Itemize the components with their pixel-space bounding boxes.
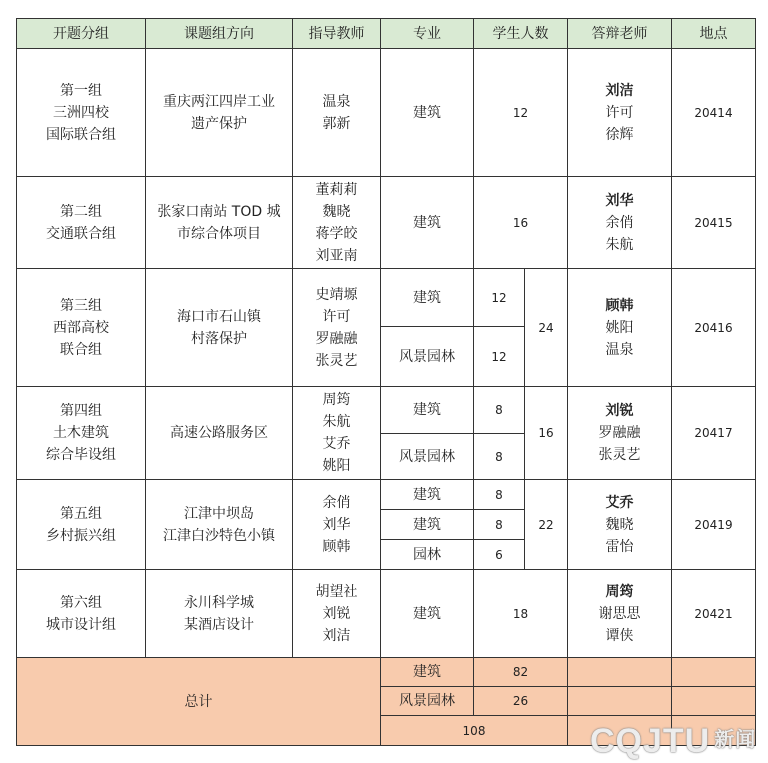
direction-cell: 海口市石山镇 村落保护 [146, 269, 293, 387]
summary-empty [672, 658, 756, 687]
header-examiners: 答辩老师 [568, 19, 672, 49]
room-cell: 20421 [672, 570, 756, 658]
header-advisors: 指导教师 [293, 19, 381, 49]
advisors-cell: 周筠 朱航 艾乔 姚阳 [293, 387, 381, 480]
watermark-logo: CQJTU 新闻 [590, 722, 757, 760]
direction-cell: 重庆两江四岸工业 遗产保护 [146, 49, 293, 177]
count-cell: 12 [474, 327, 525, 387]
major-cell: 建筑 [381, 570, 474, 658]
header-group: 开题分组 [17, 19, 146, 49]
direction-cell: 永川科学城 某酒店设计 [146, 570, 293, 658]
major-cell: 风景园林 [381, 327, 474, 387]
advisors-cell: 史靖塬 许可 罗融融 张灵艺 [293, 269, 381, 387]
major-cell: 建筑 [381, 510, 474, 540]
major-cell: 园林 [381, 540, 474, 570]
summary-empty [568, 687, 672, 716]
examiners-cell: 周筠 谢思思 谭侠 [568, 570, 672, 658]
count-cell: 6 [474, 540, 525, 570]
count-cell: 12 [474, 49, 568, 177]
room-cell: 20415 [672, 177, 756, 269]
advisors-cell: 余俏 刘华 顾韩 [293, 480, 381, 570]
header-student-count: 学生人数 [474, 19, 568, 49]
group-total-cell: 16 [525, 387, 568, 480]
group-total-cell: 22 [525, 480, 568, 570]
summary-row [17, 658, 756, 687]
group-total-cell: 24 [525, 269, 568, 387]
group-name: 第二组 交通联合组 [17, 177, 146, 269]
direction-cell: 张家口南站 TOD 城 市综合体项目 [146, 177, 293, 269]
major-cell: 建筑 [381, 480, 474, 510]
header-major: 专业 [381, 19, 474, 49]
table-row [17, 269, 756, 327]
major-cell: 建筑 [381, 49, 474, 177]
summary-count: 82 [474, 658, 568, 687]
summary-label: 总计 [17, 658, 381, 746]
major-cell: 建筑 [381, 269, 474, 327]
room-cell: 20417 [672, 387, 756, 480]
table-row [17, 49, 756, 177]
summary-count: 26 [474, 687, 568, 716]
table-row [17, 480, 756, 510]
room-cell: 20419 [672, 480, 756, 570]
table-row [17, 387, 756, 434]
major-cell: 风景园林 [381, 434, 474, 480]
summary-major: 建筑 [381, 658, 474, 687]
count-cell: 16 [474, 177, 568, 269]
advisors-cell: 董莉莉 魏晓 蒋学皎 刘亚南 [293, 177, 381, 269]
examiners-cell: 顾韩 姚阳 温泉 [568, 269, 672, 387]
examiners-cell: 刘锐 罗融融 张灵艺 [568, 387, 672, 480]
group-name: 第六组 城市设计组 [17, 570, 146, 658]
examiners-cell: 艾乔 魏晓 雷怡 [568, 480, 672, 570]
summary-empty [672, 687, 756, 716]
group-name: 第五组 乡村振兴组 [17, 480, 146, 570]
examiners-cell: 刘洁 许可 徐辉 [568, 49, 672, 177]
table-row [17, 177, 756, 269]
direction-cell: 高速公路服务区 [146, 387, 293, 480]
header-room: 地点 [672, 19, 756, 49]
summary-major: 风景园林 [381, 687, 474, 716]
assignment-table [16, 18, 756, 746]
major-cell: 建筑 [381, 177, 474, 269]
direction-cell: 江津中坝岛 江津白沙特色小镇 [146, 480, 293, 570]
table-row [17, 570, 756, 658]
room-cell: 20416 [672, 269, 756, 387]
grand-total: 108 [381, 716, 568, 746]
count-cell: 8 [474, 480, 525, 510]
major-cell: 建筑 [381, 387, 474, 434]
count-cell: 8 [474, 387, 525, 434]
advisors-cell: 温泉 郭新 [293, 49, 381, 177]
examiners-cell: 刘华 余俏 朱航 [568, 177, 672, 269]
header-row [17, 19, 756, 49]
count-cell: 8 [474, 510, 525, 540]
group-name: 第一组 三洲四校 国际联合组 [17, 49, 146, 177]
count-cell: 8 [474, 434, 525, 480]
count-cell: 12 [474, 269, 525, 327]
group-name: 第四组 土木建筑 综合毕设组 [17, 387, 146, 480]
summary-empty [568, 658, 672, 687]
count-cell: 18 [474, 570, 568, 658]
room-cell: 20414 [672, 49, 756, 177]
advisors-cell: 胡望社 刘锐 刘洁 [293, 570, 381, 658]
header-direction: 课题组方向 [146, 19, 293, 49]
group-name: 第三组 西部高校 联合组 [17, 269, 146, 387]
